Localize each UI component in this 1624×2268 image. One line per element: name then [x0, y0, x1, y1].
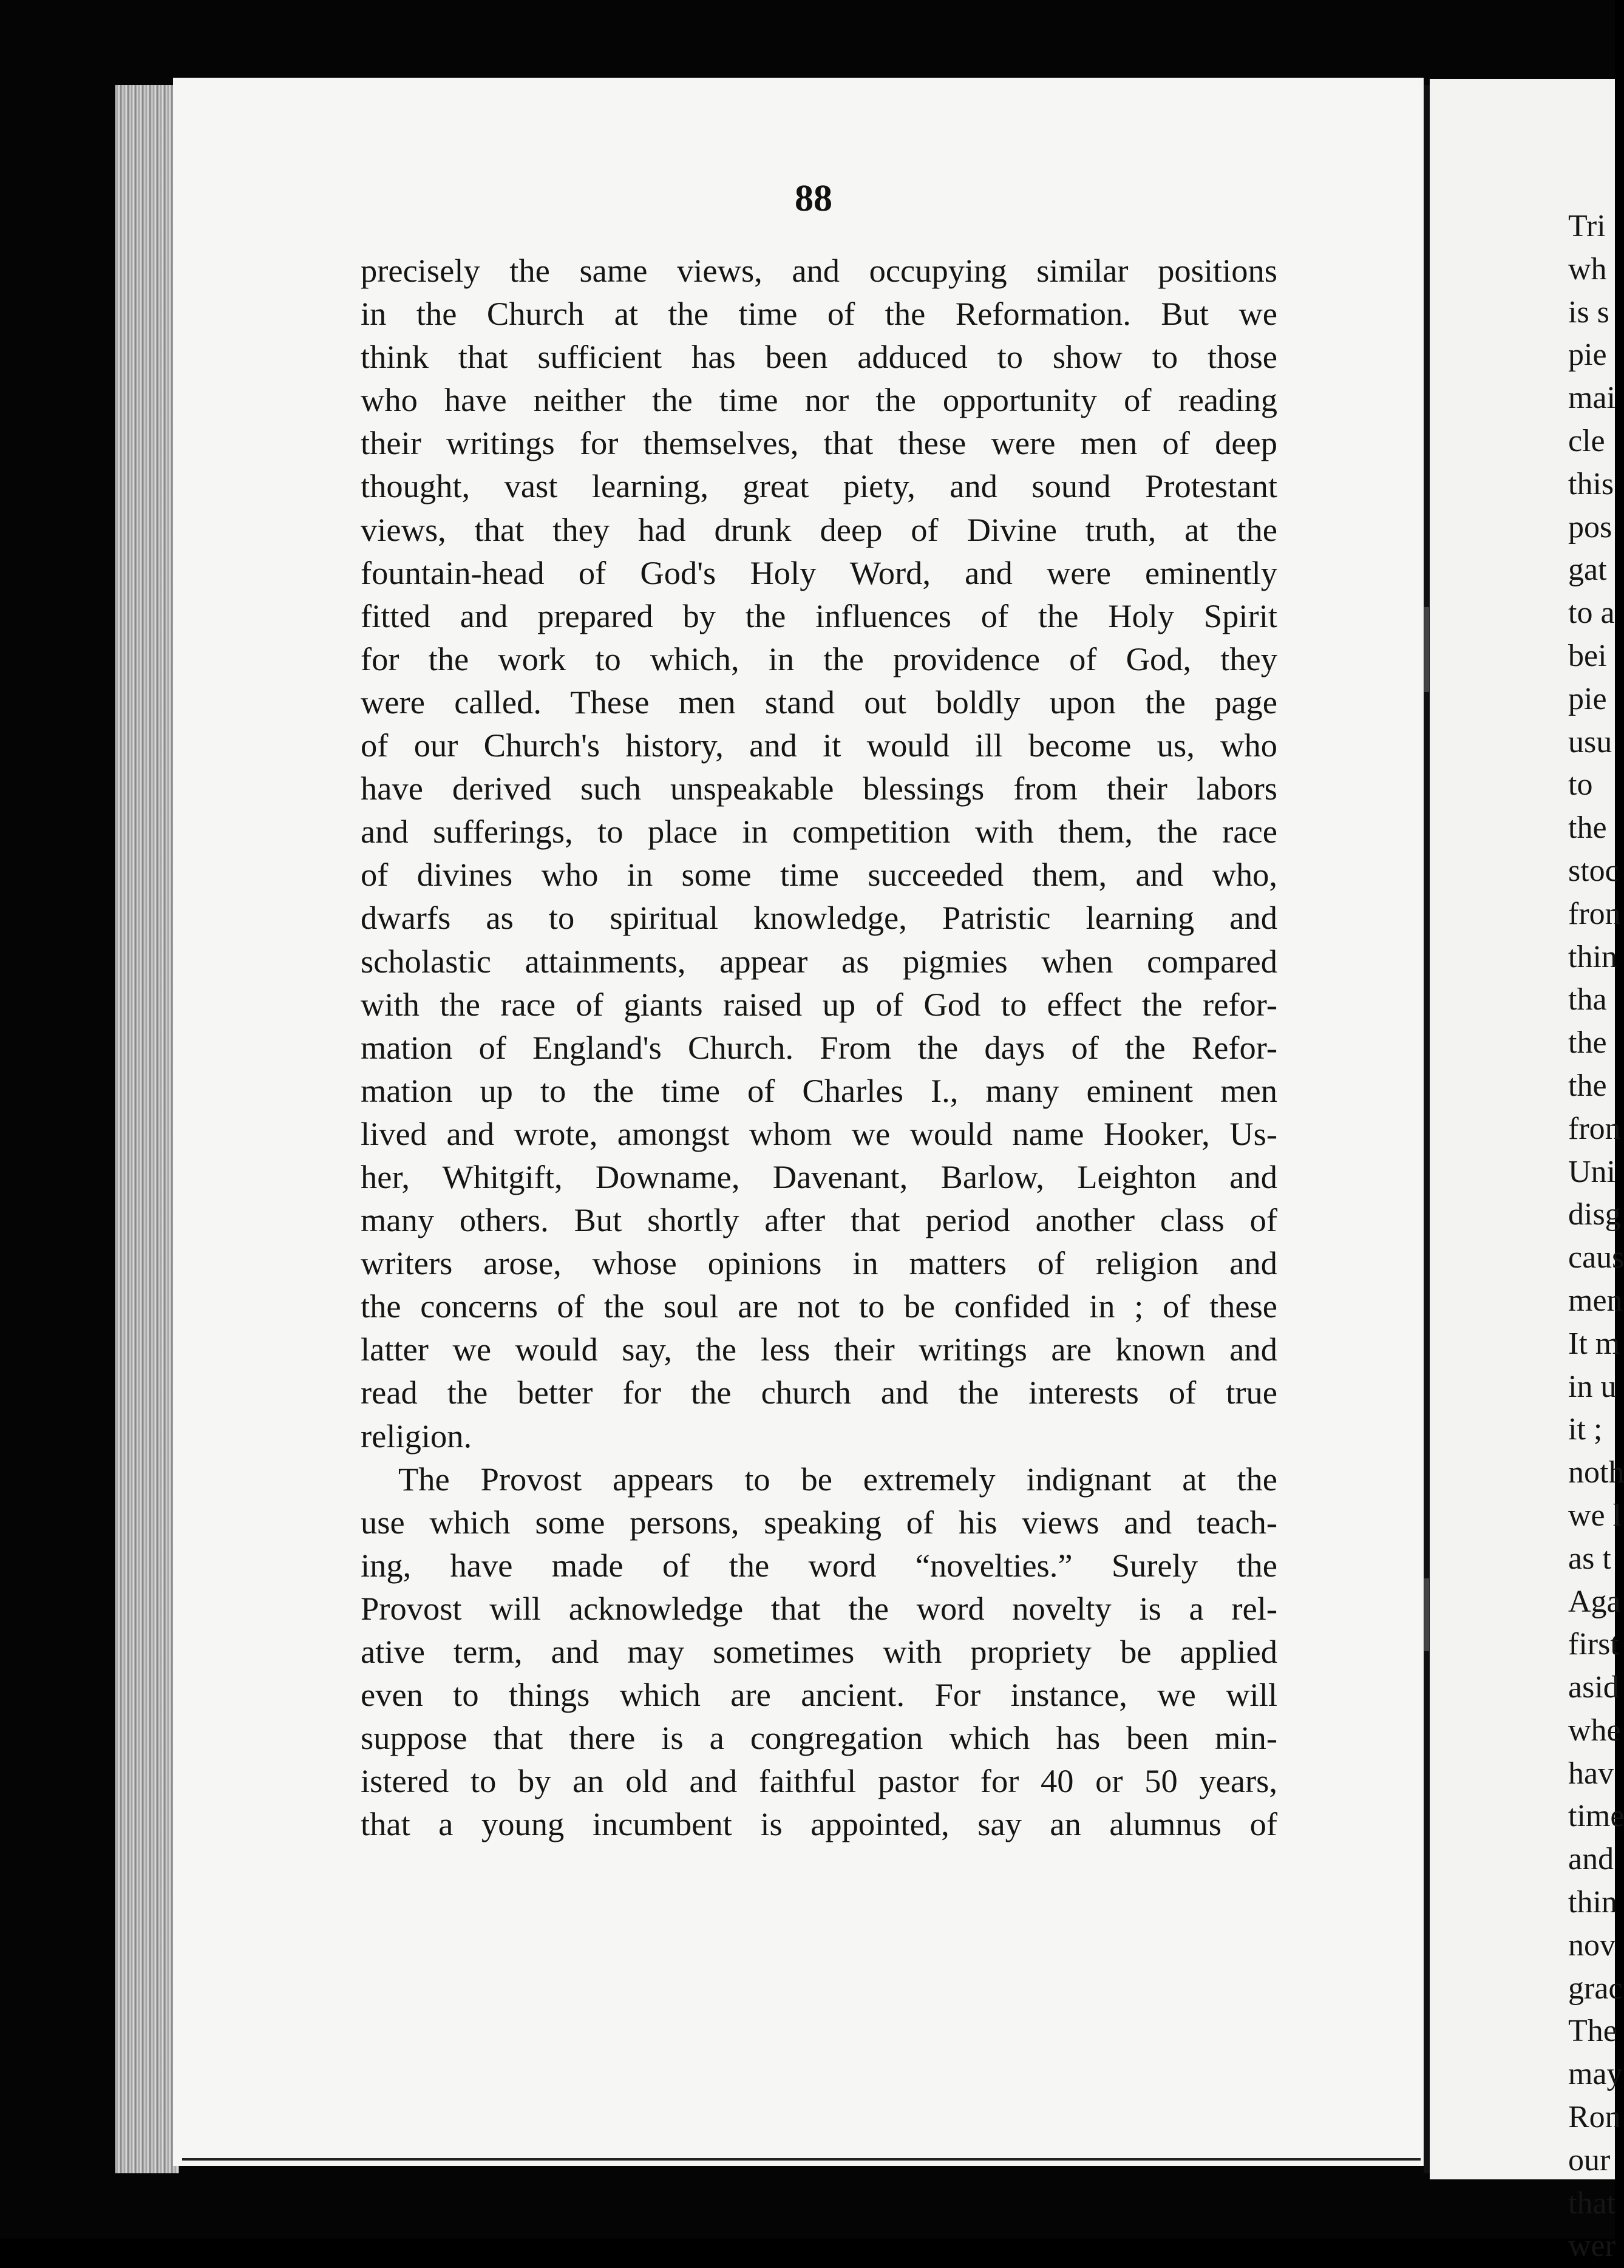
text-line: think that sufficient has been adduced to show to those	[361, 338, 1277, 376]
text-line: of our Church's history, and it would ill become us, who	[361, 727, 1277, 764]
text-fragment: asid	[1568, 1670, 1619, 1705]
text-fragment: The	[1568, 2014, 1617, 2049]
text-fragment: mai	[1568, 381, 1616, 416]
text-fragment: gat	[1568, 552, 1607, 588]
text-fragment: Ron	[1568, 2100, 1621, 2135]
text-line: even to things which are ancient. For instance, we will	[361, 1676, 1277, 1714]
text-fragment: disg	[1568, 1197, 1621, 1232]
text-fragment: caus	[1568, 1240, 1624, 1275]
text-line: her, Whitgift, Downame, Davenant, Barlow, Leighton and	[361, 1158, 1277, 1195]
text-line: the concerns of the soul are not to be confided in ; of these	[361, 1288, 1277, 1325]
text-fragment: is s	[1568, 294, 1609, 330]
text-line: precisely the same views, and occupying similar positions	[361, 252, 1277, 289]
text-line: dwarfs as to spiritual knowledge, Patristic learning and	[361, 899, 1277, 937]
right-page-text-fragments	[1568, 205, 1623, 2268]
text-line: latter we would say, the less their writings are known and	[361, 1331, 1277, 1368]
text-fragment: to	[1568, 767, 1593, 803]
text-fragment: It m	[1568, 1326, 1620, 1361]
text-fragment: it ;	[1568, 1412, 1603, 1447]
text-line: read the better for the church and the interests of true	[361, 1374, 1277, 1411]
text-fragment: Uni	[1568, 1154, 1616, 1189]
text-fragment: the	[1568, 810, 1607, 846]
text-fragment: pie	[1568, 338, 1607, 373]
text-fragment: men	[1568, 1283, 1623, 1318]
text-line: of divines who in some time succeeded them, and who,	[361, 856, 1277, 894]
book-gutter	[1424, 85, 1430, 2173]
text-line: for the work to which, in the providence of God, they	[361, 640, 1277, 677]
text-line: that a young incumbent is appointed, say an alumnus of	[361, 1805, 1277, 1843]
left-page-text	[361, 249, 1277, 1845]
text-line: use which some persons, speaking of his views and teach-	[361, 1503, 1277, 1541]
text-fragment: pos	[1568, 509, 1612, 545]
text-line: mation up to the time of Charles I., many eminent men	[361, 1071, 1277, 1109]
text-line: their writings for themselves, that these were men of deep	[361, 424, 1277, 462]
text-fragment: thin	[1568, 939, 1617, 974]
text-line: suppose that there is a congregation which has been min-	[361, 1719, 1277, 1757]
text-line: fountain-head of God's Holy Word, and were eminently	[361, 554, 1277, 591]
text-line: thought, vast learning, great piety, and sound Protestant	[361, 467, 1277, 505]
text-fragment: time	[1568, 1799, 1624, 1834]
text-fragment: we l	[1568, 1498, 1622, 1533]
text-fragment: Aga	[1568, 1584, 1621, 1619]
text-fragment: usu	[1568, 724, 1612, 759]
spine-mark	[1424, 1578, 1429, 1651]
text-fragment: noth	[1568, 1455, 1624, 1490]
text-line: who have neither the time nor the opportunity of reading	[361, 381, 1277, 419]
text-fragment: as t	[1568, 1541, 1611, 1576]
text-fragment: fron	[1568, 1111, 1621, 1146]
text-line: The Provost appears to be extremely indignant at the	[398, 1460, 1277, 1498]
text-line: mation of England's Church. From the days of the Refor-	[361, 1028, 1277, 1066]
text-fragment: fron	[1568, 896, 1621, 931]
text-fragment: this	[1568, 466, 1614, 501]
text-fragment: the	[1568, 1068, 1607, 1103]
text-line: lived and wrote, amongst whom we would name Hooker, Us-	[361, 1115, 1277, 1152]
text-line: ative term, and may sometimes with propriety be applied	[361, 1633, 1277, 1670]
text-fragment: that	[1568, 2185, 1616, 2221]
text-line: istered to by an old and faithful pastor for 40 or 50 years,	[361, 1762, 1277, 1800]
text-fragment: cle	[1568, 423, 1605, 458]
text-line: religion.	[361, 1417, 472, 1455]
page-bottom-rule	[182, 2158, 1421, 2161]
text-fragment: to a	[1568, 596, 1615, 631]
text-fragment: grac	[1568, 1971, 1623, 2006]
text-fragment: bei	[1568, 638, 1607, 673]
text-fragment: whe	[1568, 1713, 1621, 1748]
text-fragment: stoc	[1568, 853, 1619, 888]
text-fragment: pie	[1568, 681, 1607, 716]
text-line: scholastic attainments, appear as pigmies when compared	[361, 942, 1277, 980]
text-fragment: tha	[1568, 982, 1607, 1017]
text-line: and sufferings, to place in competition with them, the race	[361, 813, 1277, 850]
spine-mark	[1424, 607, 1429, 692]
text-fragment: wh	[1568, 251, 1607, 287]
text-line: ing, have made of the word “novelties.” Surely the	[361, 1546, 1277, 1584]
text-line: fitted and prepared by the influences of the Holy Spirit	[361, 597, 1277, 634]
page-number: 88	[795, 178, 832, 219]
text-fragment: the	[1568, 1025, 1607, 1061]
text-line: many others. But shortly after that period another class of	[361, 1201, 1277, 1239]
text-fragment: in u	[1568, 1369, 1617, 1404]
book-page-edges	[115, 85, 179, 2173]
text-fragment: wer	[1568, 2229, 1616, 2264]
text-fragment: nov	[1568, 1927, 1616, 1963]
text-line: with the race of giants raised up of God to effect the refor-	[361, 985, 1277, 1023]
text-fragment: may	[1568, 2057, 1623, 2092]
text-line: have derived such unspeakable blessings from their labors	[361, 770, 1277, 807]
text-fragment: Tri	[1568, 209, 1606, 243]
text-fragment: first	[1568, 1627, 1619, 1662]
text-fragment: thin	[1568, 1885, 1617, 1920]
text-line: Provost will acknowledge that the word novelty is a rel-	[361, 1589, 1277, 1627]
text-line: in the Church at the time of the Reformation. But we	[361, 295, 1277, 333]
text-line: writers arose, whose opinions in matters of religion and	[361, 1244, 1277, 1282]
text-fragment: and	[1568, 1842, 1614, 1877]
text-fragment: our	[1568, 2142, 1611, 2178]
text-line: were called. These men stand out boldly upon the page	[361, 683, 1277, 721]
text-fragment: hav	[1568, 1756, 1614, 1791]
text-line: views, that they had drunk deep of Divine truth, at the	[361, 511, 1277, 548]
